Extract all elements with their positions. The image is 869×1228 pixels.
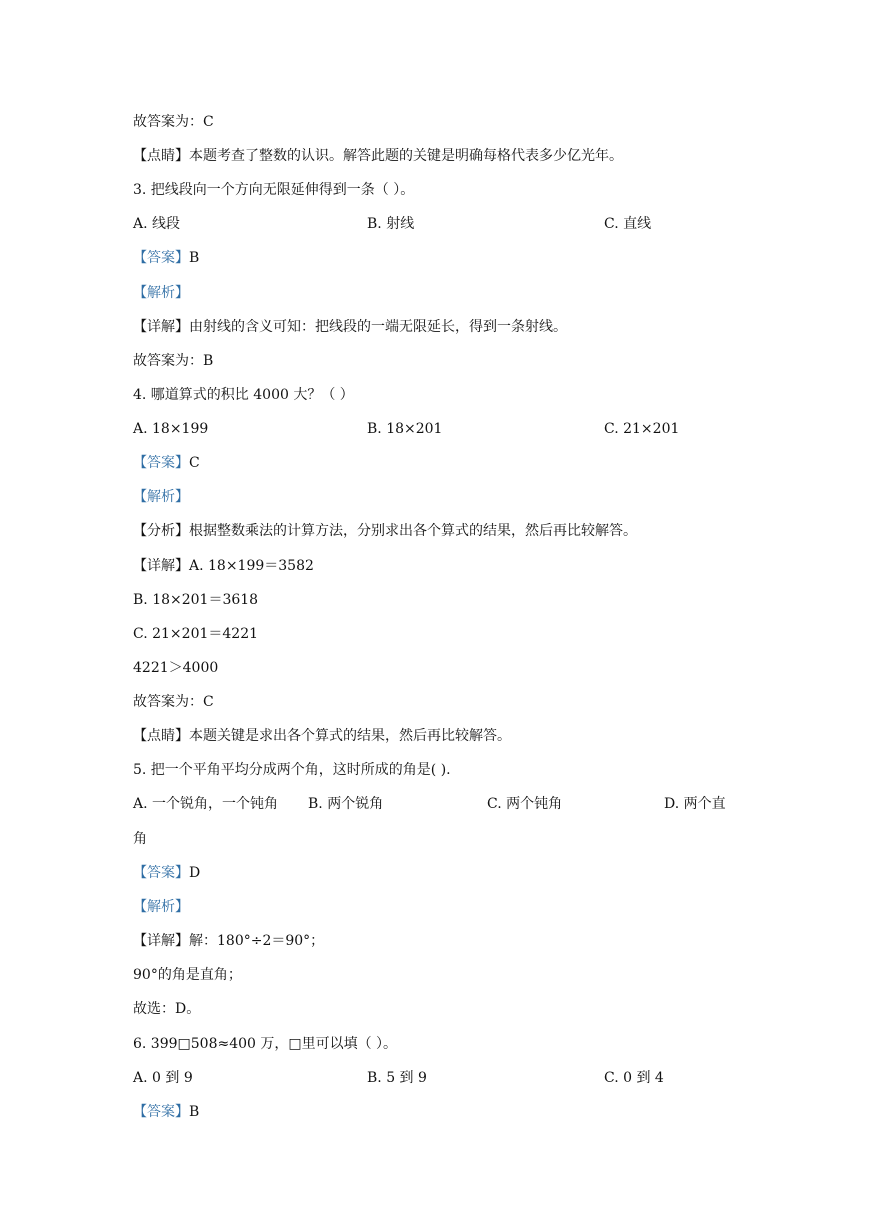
calc-line: 4221＞4000 bbox=[133, 660, 219, 676]
calc-line: B. 18×201＝3618 bbox=[133, 592, 259, 608]
answer-value: B bbox=[189, 250, 200, 266]
answer-tag: 【答案】 bbox=[133, 1104, 189, 1120]
option-a: A. 线段 bbox=[133, 216, 181, 232]
answer-tag: 【答案】 bbox=[133, 865, 189, 881]
detail-paragraph: 【详解】解：180°÷2＝90°； bbox=[133, 933, 325, 949]
answer-value: D bbox=[189, 865, 201, 881]
option-d: D. 两个直 bbox=[664, 796, 726, 812]
answer-tag: 【答案】 bbox=[133, 250, 189, 266]
calc-line: 90°的角是直角； bbox=[133, 967, 242, 983]
option-d-continuation: 角 bbox=[133, 831, 147, 847]
answer-line bbox=[133, 453, 200, 473]
remark-paragraph: 【点睛】本题关键是求出各个算式的结果，然后再比较解答。 bbox=[133, 728, 511, 744]
analysis-tag: 【解析】 bbox=[133, 489, 189, 505]
option-c: C. 0 到 4 bbox=[604, 1070, 664, 1086]
analysis-tag: 【解析】 bbox=[133, 899, 189, 915]
answer-tag: 【答案】 bbox=[133, 455, 189, 471]
answer-line bbox=[133, 1102, 199, 1122]
option-a: A. 一个锐角，一个钝角 bbox=[133, 796, 279, 812]
question-3: 3. 把线段向一个方向无限延伸得到一条（ ）。 bbox=[133, 182, 415, 198]
option-c: C. 直线 bbox=[604, 216, 652, 232]
option-b: B. 两个锐角 bbox=[308, 796, 384, 812]
analysis-tag: 【解析】 bbox=[133, 285, 189, 301]
detail-paragraph: 【详解】由射线的含义可知：把线段的一端无限延长，得到一条射线。 bbox=[133, 319, 567, 335]
question-4: 4. 哪道算式的积比 4000 大？（ ） bbox=[133, 387, 354, 403]
detail-paragraph: 【详解】A. 18×199＝3582 bbox=[133, 558, 314, 574]
option-c: C. 两个钝角 bbox=[487, 796, 563, 812]
answer-summary: 故答案为：C bbox=[133, 114, 214, 130]
answer-summary: 故答案为：C bbox=[133, 694, 214, 710]
option-a: A. 0 到 9 bbox=[133, 1070, 193, 1086]
question-5: 5. 把一个平角平均分成两个角，这时所成的角是( ). bbox=[133, 762, 451, 778]
answer-line bbox=[133, 863, 200, 883]
answer-value: B bbox=[189, 1104, 200, 1120]
option-c: C. 21×201 bbox=[604, 421, 680, 437]
answer-summary: 故选：D。 bbox=[133, 1001, 201, 1017]
answer-value: C bbox=[189, 455, 200, 471]
option-a: A. 18×199 bbox=[133, 421, 209, 437]
question-6: 6. 399□508≈400 万，□里可以填（ ）。 bbox=[133, 1036, 398, 1052]
option-b: B. 射线 bbox=[367, 216, 415, 232]
option-b: B. 5 到 9 bbox=[367, 1070, 427, 1086]
answer-summary: 故答案为：B bbox=[133, 353, 214, 369]
calc-line: C. 21×201＝4221 bbox=[133, 626, 259, 642]
option-b: B. 18×201 bbox=[367, 421, 443, 437]
answer-line bbox=[133, 248, 199, 268]
remark-paragraph: 【点睛】本题考查了整数的认识。解答此题的关键是明确每格代表多少亿光年。 bbox=[133, 148, 623, 164]
analysis-paragraph: 【分析】根据整数乘法的计算方法，分别求出各个算式的结果，然后再比较解答。 bbox=[133, 523, 637, 539]
